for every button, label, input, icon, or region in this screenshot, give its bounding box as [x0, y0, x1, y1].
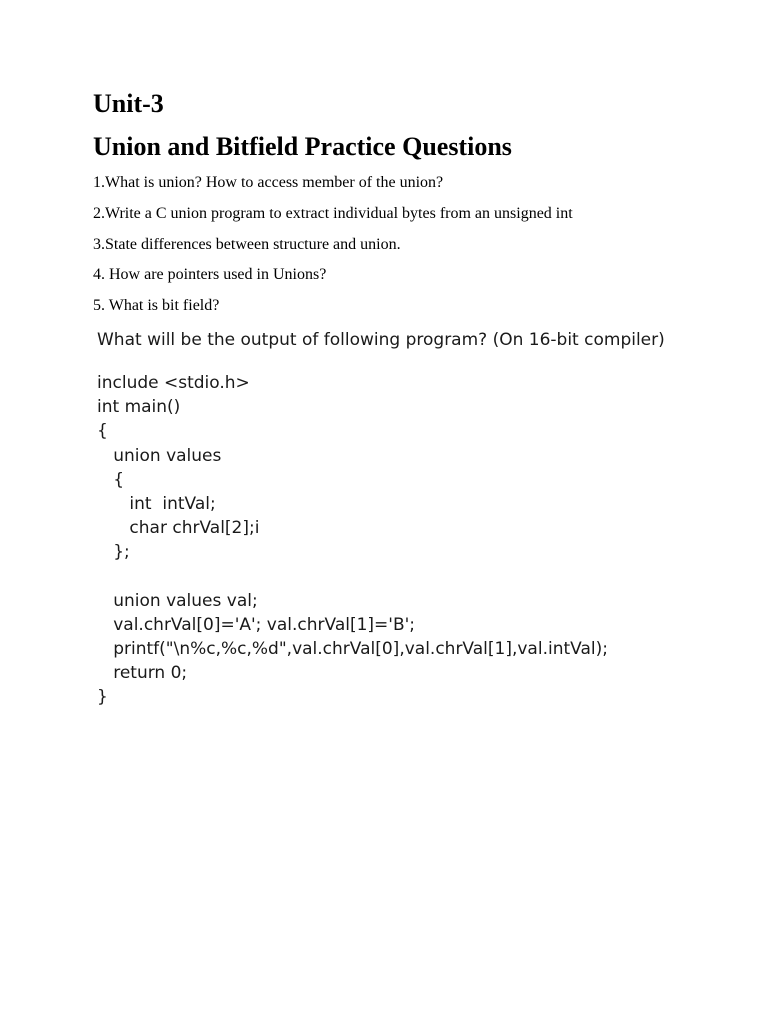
- code-prompt: What will be the output of following program? (On 16-bit compiler): [97, 330, 665, 350]
- unit-heading: Unit-3: [93, 89, 164, 118]
- question-item: 2.Write a C union program to extract individual bytes from an unsigned int: [93, 204, 573, 222]
- code-line: {: [97, 421, 108, 442]
- code-line: printf("\n%c,%c,%d",val.chrVal[0],val.chrVal[1],val.intVal);: [97, 639, 608, 660]
- code-line: };: [97, 542, 130, 563]
- code-line: }: [97, 687, 108, 708]
- question-item: 4. How are pointers used in Unions?: [93, 266, 327, 284]
- code-line: return 0;: [97, 663, 188, 684]
- code-line: int intVal;: [97, 493, 216, 514]
- code-line: val.chrVal[0]='A'; val.chrVal[1]='B';: [97, 614, 416, 635]
- code-line: include <stdio.h>: [97, 373, 250, 393]
- code-line: union values val;: [97, 590, 258, 611]
- code-line: char chrVal[2];i: [97, 518, 260, 539]
- code-line: int main(): [97, 397, 181, 418]
- page-title: Union and Bitfield Practice Questions: [93, 132, 512, 161]
- code-listing: [97, 371, 717, 710]
- question-list: [93, 172, 573, 326]
- code-line: {: [97, 469, 125, 490]
- question-item: 3.State differences between structure and union.: [93, 235, 401, 253]
- code-figure: [97, 325, 717, 710]
- question-item: 5. What is bit field?: [93, 297, 220, 315]
- question-item: 1.What is union? How to access member of the union?: [93, 174, 444, 191]
- code-line: [97, 565, 717, 589]
- code-line: union values: [97, 445, 222, 466]
